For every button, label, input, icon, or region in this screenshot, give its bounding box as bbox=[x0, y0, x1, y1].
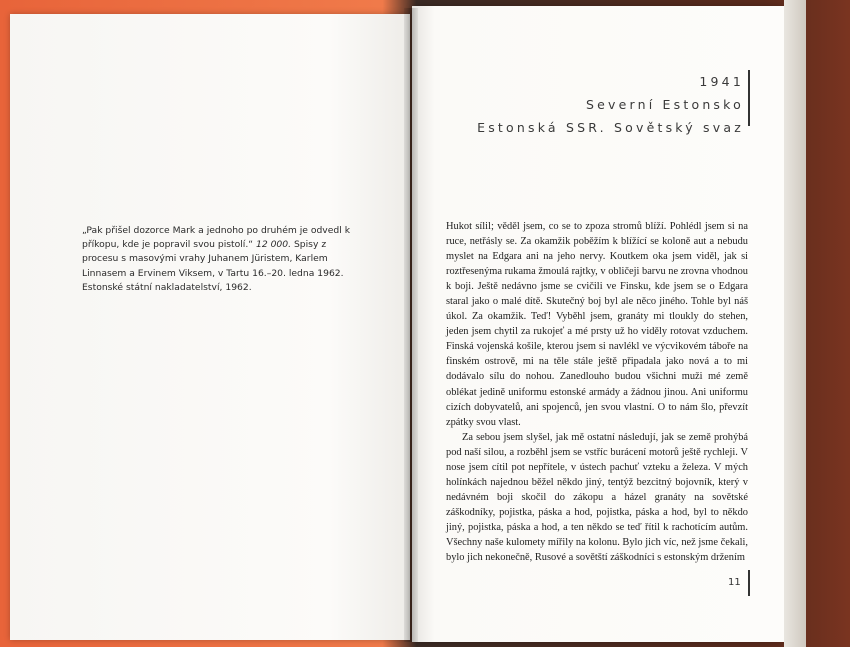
book-gutter bbox=[404, 8, 418, 642]
body-text bbox=[446, 219, 748, 565]
page-edges bbox=[784, 0, 806, 647]
chapter-location: Severní Estonsko bbox=[585, 97, 744, 112]
epigraph-number: 12 000. bbox=[255, 239, 292, 251]
page-number: 11 bbox=[728, 577, 741, 588]
paragraph-2: Za sebou jsem slyšel, jak mě ostatní následují, jak se země prohýbá pod naší silou, a rozběhl jsem se vstříc burácení motorů ještě rychleji. V nose jsem cítil pot nepřítele, v ústech pachuť vzteku a železa. V mých holínkách najednou běžel někdo jiný, tentýž bezcitný bojovník, který v nedávném boji skočil do zákopu a házel granáty na sovětské záškodníky, pojistka, páska a hod, pojistka, páska a hod, byl to někdo jiný, pojistka, páska a hod, a ten někdo se teď řítil k rachotícím autům. Všechny naše kulomety mířily na kolonu. Bylo jich víc, než jsme čekali, bylo jich nekonečně, Rusové a sovětští záškodníci s estonským držením bbox=[446, 431, 748, 564]
left-page bbox=[10, 14, 410, 640]
paragraph-1: Hukot sílil; věděl jsem, co se to zpoza stromů blíží. Pohlédl jsem si na ruce, netřásly se. Za okamžik poběžím k blížící se koloně aut a nebudu myslet na Edgara ani na jeho nervy. Koutkem oka jsem viděl, jak si roztřesenýma rukama žmoulá rajtky, v obličeji barvu ne zrovna vhodnou k boji. Ještě nedávno jsme se cvičili ve Finsku, kde jsem se o Edgara staral jako o malé dítě. Skutečný boj byl ale něco jiného. Tohle byl náš úkol. Za okamžik. Teď! Vyběhl jsem, granáty mi tloukly do stehen, jeden jsem chytil za rukojeť a mé prsty už ho viděly rotovat vzduchem. Finská vojenská košile, kterou jsem si navlékl ve výcvikovém táboře na finském ostrově, mi na těle stále ještě připadala jako nová a to mi dodávalo sílu do nohou. Zanedlouho budou všichni muži mé země oblékat jedině uniformu estonské armády a žádnou jinou. Ani uniformu cizích dobyvatelů, ani spojenců, jen svou vlastní. O to nám šlo, převzít zpátky svou vlast. bbox=[446, 221, 748, 428]
epigraph-quote: „Pak přišel dozorce Mark a jednoho po druhém je odvedl k příkopu, kde je popravil svou pistolí.“ bbox=[82, 225, 351, 251]
chapter-heading bbox=[430, 70, 744, 139]
epigraph bbox=[82, 224, 358, 295]
page-number-rule bbox=[748, 570, 750, 596]
heading-rule bbox=[748, 70, 750, 126]
chapter-state: Estonská SSR. Sovětský svaz bbox=[477, 120, 744, 135]
chapter-year: 1941 bbox=[699, 74, 744, 89]
epigraph-source: Spisy z procesu s masovými vrahy Juhanem Jüristem, Karlem Linnasem a Ervinem Viksem, v Tartu 16.–20. ledna 1962. Estonské státní nakladatelství, 1962. bbox=[82, 239, 344, 293]
